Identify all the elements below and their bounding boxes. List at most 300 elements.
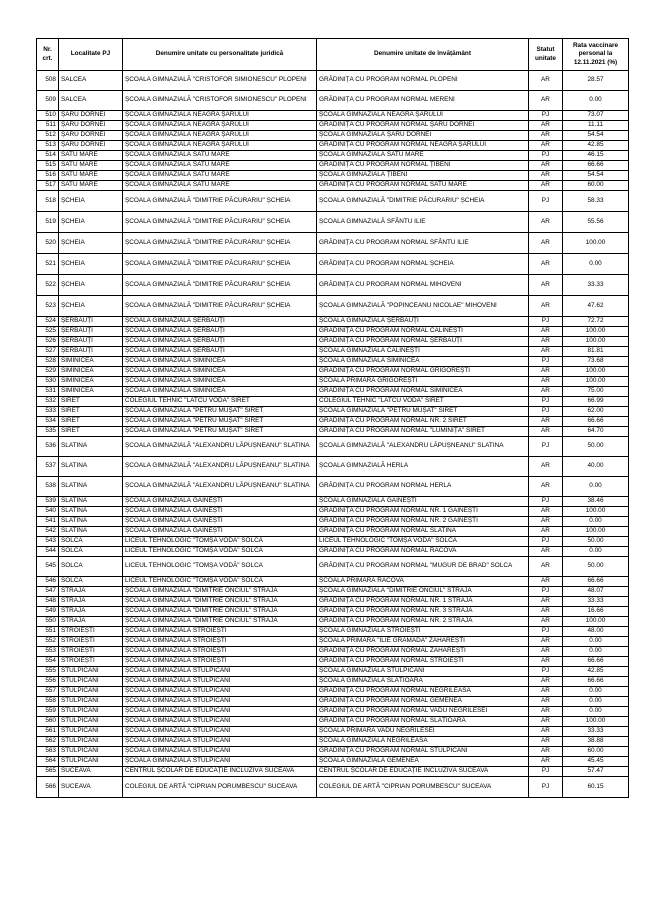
unit-cell: ȘCOALA GIMNAZIALĂ SATU MARE bbox=[317, 151, 529, 161]
legal-entity-cell: COLEGIUL TEHNIC "LATCU VODĂ" SIRET bbox=[123, 397, 317, 407]
locality-cell: SIRET bbox=[59, 407, 123, 417]
rate-cell: 58.33 bbox=[563, 191, 629, 212]
unit-cell: GRĂDINIȚA CU PROGRAM NORMAL SFÂNTU ILIE bbox=[317, 233, 529, 254]
row-number: 548 bbox=[37, 597, 59, 607]
rate-cell: 0.00 bbox=[563, 91, 629, 111]
unit-cell: ȘCOALA GIMNAZIALĂ GĂINEȘTI bbox=[317, 497, 529, 507]
rate-cell: 50.00 bbox=[563, 557, 629, 577]
row-number: 542 bbox=[37, 527, 59, 537]
table-row bbox=[37, 151, 629, 161]
legal-entity-cell: ȘCOALA GIMNAZIALĂ "ALEXANDRU LĂPUȘNEANU" SLATINA bbox=[123, 437, 317, 457]
legal-entity-cell: ȘCOALA GIMNAZIALĂ "CRISTOFOR SIMIONESCU" PLOPENI bbox=[123, 71, 317, 91]
unit-cell: GRĂDINIȚA CU PROGRAM NORMAL NR. 3 STRAJA bbox=[317, 607, 529, 617]
legal-entity-cell: ȘCOALA GIMNAZIALĂ ȘERBĂUȚI bbox=[123, 347, 317, 357]
unit-cell: CENTRUL ȘCOLAR DE EDUCAȚIE INCLUZIVĂ SUCEAVA bbox=[317, 767, 529, 777]
rate-cell: 38.88 bbox=[563, 737, 629, 747]
unit-cell: GRĂDINIȚA CU PROGRAM NORMAL SATU MARE bbox=[317, 181, 529, 191]
locality-cell: ȘCHEIA bbox=[59, 191, 123, 212]
unit-cell: GRĂDINIȚA CU PROGRAM NORMAL NR. 2 STRAJA bbox=[317, 617, 529, 627]
row-number: 528 bbox=[37, 357, 59, 367]
status-cell: AR bbox=[529, 707, 563, 717]
status-cell: PJ bbox=[529, 537, 563, 547]
locality-cell: SLATINA bbox=[59, 497, 123, 507]
legal-entity-cell: ȘCOALA GIMNAZIALĂ NEAGRA ȘARULUI bbox=[123, 121, 317, 131]
status-cell: PJ bbox=[529, 497, 563, 507]
rate-cell: 60.15 bbox=[563, 777, 629, 798]
unit-cell: ȘCOALA GIMNAZIALĂ "PETRU MUȘAT" SIRET bbox=[317, 407, 529, 417]
rate-cell: 100.00 bbox=[563, 377, 629, 387]
legal-entity-cell: ȘCOALA GIMNAZIALĂ "DIMITRIE PĂCURARIU" ȘCHEIA bbox=[123, 296, 317, 317]
row-number: 544 bbox=[37, 547, 59, 557]
rate-cell: 0.00 bbox=[563, 517, 629, 527]
status-cell: AR bbox=[529, 747, 563, 757]
table-row bbox=[37, 607, 629, 617]
rate-cell: 0.00 bbox=[563, 477, 629, 497]
unit-cell: GRĂDINIȚA CU PROGRAM NORMAL NEGRILEASA bbox=[317, 687, 529, 697]
rate-cell: 0.00 bbox=[563, 687, 629, 697]
table-row bbox=[37, 397, 629, 407]
unit-cell: GRĂDINIȚA CU PROGRAM NORMAL HERLA bbox=[317, 477, 529, 497]
status-cell: AR bbox=[529, 637, 563, 647]
locality-cell: STROIEȘTI bbox=[59, 627, 123, 637]
legal-entity-cell: ȘCOALA GIMNAZIALĂ STROIEȘTI bbox=[123, 637, 317, 647]
status-cell: AR bbox=[529, 337, 563, 347]
legal-entity-cell: ȘCOALA GIMNAZIALĂ NEAGRA ȘARULUI bbox=[123, 111, 317, 121]
locality-cell: ȘCHEIA bbox=[59, 296, 123, 317]
row-number: 555 bbox=[37, 667, 59, 677]
locality-cell: SLATINA bbox=[59, 507, 123, 517]
locality-cell: STULPICANI bbox=[59, 727, 123, 737]
status-cell: AR bbox=[529, 737, 563, 747]
locality-cell: STROIEȘTI bbox=[59, 647, 123, 657]
rate-cell: 100.00 bbox=[563, 367, 629, 377]
rate-cell: 72.72 bbox=[563, 317, 629, 327]
legal-entity-cell: LICEUL TEHNOLOGIC "TOMȘA VODĂ" SOLCA bbox=[123, 537, 317, 547]
table-row bbox=[37, 647, 629, 657]
locality-cell: STULPICANI bbox=[59, 717, 123, 727]
table-row bbox=[37, 337, 629, 347]
status-cell: AR bbox=[529, 687, 563, 697]
table-row bbox=[37, 191, 629, 212]
row-number: 566 bbox=[37, 777, 59, 798]
legal-entity-cell: ȘCOALA GIMNAZIALĂ "DIMITRIE PĂCURARIU" ȘCHEIA bbox=[123, 191, 317, 212]
unit-cell: ȘCOALA GIMNAZIALĂ "DIMITRIE PĂCURARIU" ȘCHEIA bbox=[317, 191, 529, 212]
unit-cell: GRĂDINIȚA CU PROGRAM NORMAL SLATINA bbox=[317, 527, 529, 537]
status-cell: AR bbox=[529, 171, 563, 181]
row-number: 514 bbox=[37, 151, 59, 161]
locality-cell: SOLCA bbox=[59, 577, 123, 587]
locality-cell: ȘCHEIA bbox=[59, 275, 123, 296]
legal-entity-cell: ȘCOALA GIMNAZIALĂ SIMINICEA bbox=[123, 357, 317, 367]
legal-entity-cell: ȘCOALA GIMNAZIALĂ "DIMITRIE PĂCURARIU" ȘCHEIA bbox=[123, 212, 317, 233]
table-row bbox=[37, 111, 629, 121]
row-number: 523 bbox=[37, 296, 59, 317]
status-cell: AR bbox=[529, 697, 563, 707]
status-cell: AR bbox=[529, 91, 563, 111]
rate-cell: 100.00 bbox=[563, 527, 629, 537]
table-row bbox=[37, 527, 629, 537]
rate-cell: 50.00 bbox=[563, 537, 629, 547]
status-cell: AR bbox=[529, 607, 563, 617]
rate-cell: 66.99 bbox=[563, 397, 629, 407]
rate-cell: 100.00 bbox=[563, 617, 629, 627]
table-row bbox=[37, 437, 629, 457]
status-cell: AR bbox=[529, 212, 563, 233]
rate-cell: 60.00 bbox=[563, 747, 629, 757]
row-number: 527 bbox=[37, 347, 59, 357]
rate-cell: 45.45 bbox=[563, 757, 629, 767]
unit-cell: GRĂDINIȚA CU PROGRAM NORMAL ȘCHEIA bbox=[317, 254, 529, 275]
status-cell: AR bbox=[529, 527, 563, 537]
locality-cell: ȘERBĂUȚI bbox=[59, 347, 123, 357]
status-cell: AR bbox=[529, 547, 563, 557]
table-row bbox=[37, 427, 629, 437]
status-cell: AR bbox=[529, 367, 563, 377]
row-number: 522 bbox=[37, 275, 59, 296]
locality-cell: STRAJA bbox=[59, 587, 123, 597]
row-number: 553 bbox=[37, 647, 59, 657]
unit-cell: ȘCOALA GIMNAZIALĂ HERLA bbox=[317, 457, 529, 477]
locality-cell: SOLCA bbox=[59, 547, 123, 557]
status-cell: AR bbox=[529, 717, 563, 727]
header-pj: Denumire unitate cu personalitate juridică bbox=[123, 39, 317, 71]
rate-cell: 33.33 bbox=[563, 597, 629, 607]
legal-entity-cell: ȘCOALA GIMNAZIALĂ STULPICANI bbox=[123, 717, 317, 727]
table-row bbox=[37, 417, 629, 427]
locality-cell: SATU MARE bbox=[59, 181, 123, 191]
locality-cell: STRAJA bbox=[59, 617, 123, 627]
row-number: 521 bbox=[37, 254, 59, 275]
locality-cell: ȘARU DORNEI bbox=[59, 131, 123, 141]
legal-entity-cell: ȘCOALA GIMNAZIALĂ "PETRU MUȘAT" SIRET bbox=[123, 427, 317, 437]
table-row bbox=[37, 767, 629, 777]
legal-entity-cell: LICEUL TEHNOLOGIC "TOMȘA VODĂ" SOLCA bbox=[123, 557, 317, 577]
status-cell: AR bbox=[529, 254, 563, 275]
unit-cell: GRĂDINIȚA CU PROGRAM NORMAL SIMINICEA bbox=[317, 387, 529, 397]
rate-cell: 16.66 bbox=[563, 607, 629, 617]
table-row bbox=[37, 757, 629, 767]
locality-cell: SUCEAVA bbox=[59, 767, 123, 777]
unit-cell: GRĂDINIȚA CU PROGRAM NORMAL NEAGRA ȘARULUI bbox=[317, 141, 529, 151]
rate-cell: 100.00 bbox=[563, 717, 629, 727]
unit-cell: GRĂDINIȚA CU PROGRAM NORMAL ȚIBENI bbox=[317, 161, 529, 171]
status-cell: AR bbox=[529, 457, 563, 477]
unit-cell: GRĂDINIȚA CU PROGRAM NORMAL ZAHAREȘTI bbox=[317, 647, 529, 657]
legal-entity-cell: ȘCOALA GIMNAZIALĂ NEAGRA ȘARULUI bbox=[123, 141, 317, 151]
row-number: 560 bbox=[37, 717, 59, 727]
unit-cell: GRĂDINIȚA CU PROGRAM NORMAL NR. 2 SIRET bbox=[317, 417, 529, 427]
row-number: 559 bbox=[37, 707, 59, 717]
unit-cell: ȘCOALA GIMNAZIALĂ SLĂTIOARA bbox=[317, 677, 529, 687]
rate-cell: 66.66 bbox=[563, 657, 629, 667]
status-cell: AR bbox=[529, 557, 563, 577]
rate-cell: 66.66 bbox=[563, 677, 629, 687]
status-cell: AR bbox=[529, 347, 563, 357]
row-number: 533 bbox=[37, 407, 59, 417]
rate-cell: 48.07 bbox=[563, 587, 629, 597]
locality-cell: SOLCA bbox=[59, 537, 123, 547]
row-number: 541 bbox=[37, 517, 59, 527]
table-row bbox=[37, 407, 629, 417]
status-cell: AR bbox=[529, 121, 563, 131]
row-number: 513 bbox=[37, 141, 59, 151]
legal-entity-cell: ȘCOALA GIMNAZIALĂ STULPICANI bbox=[123, 687, 317, 697]
status-cell: AR bbox=[529, 233, 563, 254]
legal-entity-cell: LICEUL TEHNOLOGIC "TOMȘA VODĂ" SOLCA bbox=[123, 577, 317, 587]
row-number: 512 bbox=[37, 131, 59, 141]
legal-entity-cell: ȘCOALA GIMNAZIALĂ "DIMITRIE ONCIUL" STRAJA bbox=[123, 607, 317, 617]
table-row bbox=[37, 687, 629, 697]
rate-cell: 47.62 bbox=[563, 296, 629, 317]
header-row bbox=[37, 39, 629, 71]
table-row bbox=[37, 717, 629, 727]
row-number: 508 bbox=[37, 71, 59, 91]
status-cell: PJ bbox=[529, 777, 563, 798]
legal-entity-cell: ȘCOALA GIMNAZIALĂ ȘERBĂUȚI bbox=[123, 337, 317, 347]
status-cell: AR bbox=[529, 377, 563, 387]
status-cell: AR bbox=[529, 647, 563, 657]
locality-cell: ȘCHEIA bbox=[59, 254, 123, 275]
status-cell: PJ bbox=[529, 407, 563, 417]
table-row bbox=[37, 141, 629, 151]
row-number: 525 bbox=[37, 327, 59, 337]
unit-cell: ȘCOALA GIMNAZIALĂ SIMINICEA bbox=[317, 357, 529, 367]
legal-entity-cell: ȘCOALA GIMNAZIALĂ STROIEȘTI bbox=[123, 627, 317, 637]
locality-cell: STULPICANI bbox=[59, 757, 123, 767]
table-row bbox=[37, 275, 629, 296]
status-cell: AR bbox=[529, 517, 563, 527]
rate-cell: 42.85 bbox=[563, 667, 629, 677]
table-row bbox=[37, 477, 629, 497]
locality-cell: ȘARU DORNEI bbox=[59, 141, 123, 151]
unit-cell: ȘCOALA GIMNAZIALĂ CĂLINEȘTI bbox=[317, 347, 529, 357]
legal-entity-cell: ȘCOALA GIMNAZIALĂ GĂINEȘTI bbox=[123, 517, 317, 527]
status-cell: AR bbox=[529, 597, 563, 607]
table-row bbox=[37, 254, 629, 275]
legal-entity-cell: ȘCOALA GIMNAZIALĂ "CRISTOFOR SIMIONESCU" PLOPENI bbox=[123, 91, 317, 111]
rate-cell: 75.00 bbox=[563, 387, 629, 397]
locality-cell: SLATINA bbox=[59, 477, 123, 497]
unit-cell: ȘCOALA PRIMARĂ GRIGOREȘTI bbox=[317, 377, 529, 387]
status-cell: AR bbox=[529, 727, 563, 737]
unit-cell: ȘCOALA GIMNAZIALĂ ȘERBĂUȚI bbox=[317, 317, 529, 327]
table-row bbox=[37, 697, 629, 707]
status-cell: AR bbox=[529, 296, 563, 317]
status-cell: PJ bbox=[529, 667, 563, 677]
rate-cell: 33.33 bbox=[563, 275, 629, 296]
unit-cell: ȘCOALA GIMNAZIALĂ ȘARU DORNEI bbox=[317, 131, 529, 141]
unit-cell: LICEUL TEHNOLOGIC "TOMȘA VODĂ" SOLCA bbox=[317, 537, 529, 547]
legal-entity-cell: ȘCOALA GIMNAZIALĂ STULPICANI bbox=[123, 707, 317, 717]
row-number: 517 bbox=[37, 181, 59, 191]
status-cell: PJ bbox=[529, 397, 563, 407]
unit-cell: ȘCOALA PRIMARĂ VADU NEGRILESEI bbox=[317, 727, 529, 737]
row-number: 526 bbox=[37, 337, 59, 347]
rate-cell: 54.54 bbox=[563, 131, 629, 141]
unit-cell: GRĂDINIȚA CU PROGRAM NORMAL "MUGUR DE BRAD" SOLCA bbox=[317, 557, 529, 577]
locality-cell: SALCEA bbox=[59, 91, 123, 111]
status-cell: AR bbox=[529, 275, 563, 296]
status-cell: PJ bbox=[529, 587, 563, 597]
locality-cell: SLATINA bbox=[59, 527, 123, 537]
row-number: 536 bbox=[37, 437, 59, 457]
locality-cell: SLATINA bbox=[59, 517, 123, 527]
row-number: 532 bbox=[37, 397, 59, 407]
rate-cell: 33.33 bbox=[563, 727, 629, 737]
table-row bbox=[37, 707, 629, 717]
unit-cell: ȘCOALA GIMNAZIALĂ SFÂNTU ILIE bbox=[317, 212, 529, 233]
row-number: 511 bbox=[37, 121, 59, 131]
table-row bbox=[37, 91, 629, 111]
table-row bbox=[37, 497, 629, 507]
locality-cell: SATU MARE bbox=[59, 161, 123, 171]
status-cell: AR bbox=[529, 181, 563, 191]
table-row bbox=[37, 547, 629, 557]
header-nr: Nr. crt. bbox=[37, 39, 59, 71]
legal-entity-cell: ȘCOALA GIMNAZIALĂ SATU MARE bbox=[123, 151, 317, 161]
locality-cell: STRAJA bbox=[59, 607, 123, 617]
status-cell: PJ bbox=[529, 357, 563, 367]
unit-cell: GRĂDINIȚA CU PROGRAM NORMAL NR. 2 GĂINEȘTI bbox=[317, 517, 529, 527]
rate-cell: 0.00 bbox=[563, 637, 629, 647]
row-number: 549 bbox=[37, 607, 59, 617]
legal-entity-cell: ȘCOALA GIMNAZIALĂ NEAGRA ȘARULUI bbox=[123, 131, 317, 141]
unit-cell: GRĂDINIȚA CU PROGRAM NORMAL CĂLINEȘTI bbox=[317, 327, 529, 337]
locality-cell: ȘERBĂUȚI bbox=[59, 337, 123, 347]
rate-cell: 60.00 bbox=[563, 181, 629, 191]
row-number: 535 bbox=[37, 427, 59, 437]
row-number: 552 bbox=[37, 637, 59, 647]
status-cell: AR bbox=[529, 507, 563, 517]
row-number: 564 bbox=[37, 757, 59, 767]
rate-cell: 48.00 bbox=[563, 627, 629, 637]
header-localitate: Localitate PJ bbox=[59, 39, 123, 71]
row-number: 546 bbox=[37, 577, 59, 587]
status-cell: AR bbox=[529, 141, 563, 151]
legal-entity-cell: ȘCOALA GIMNAZIALĂ STULPICANI bbox=[123, 677, 317, 687]
legal-entity-cell: ȘCOALA GIMNAZIALĂ GĂINEȘTI bbox=[123, 507, 317, 517]
legal-entity-cell: ȘCOALA GIMNAZIALĂ "PETRU MUȘAT" SIRET bbox=[123, 417, 317, 427]
rate-cell: 28.57 bbox=[563, 71, 629, 91]
status-cell: AR bbox=[529, 387, 563, 397]
unit-cell: GRĂDINIȚA CU PROGRAM NORMAL PLOPENI bbox=[317, 71, 529, 91]
table-row bbox=[37, 457, 629, 477]
legal-entity-cell: ȘCOALA GIMNAZIALĂ SIMINICEA bbox=[123, 377, 317, 387]
locality-cell: SIMINICEA bbox=[59, 367, 123, 377]
row-number: 518 bbox=[37, 191, 59, 212]
unit-cell: ȘCOALA GIMNAZIALĂ NEGRILEASA bbox=[317, 737, 529, 747]
legal-entity-cell: ȘCOALA GIMNAZIALĂ SATU MARE bbox=[123, 171, 317, 181]
vaccination-table bbox=[36, 38, 629, 798]
table-row bbox=[37, 727, 629, 737]
rate-cell: 64.70 bbox=[563, 427, 629, 437]
table-row bbox=[37, 121, 629, 131]
unit-cell: GRĂDINIȚA CU PROGRAM NORMAL NR. 1 GĂINEȘTI bbox=[317, 507, 529, 517]
table-row bbox=[37, 597, 629, 607]
rate-cell: 73.07 bbox=[563, 111, 629, 121]
legal-entity-cell: ȘCOALA GIMNAZIALĂ STROIEȘTI bbox=[123, 657, 317, 667]
table-row bbox=[37, 357, 629, 367]
status-cell: PJ bbox=[529, 437, 563, 457]
unit-cell: GRĂDINIȚA CU PROGRAM NORMAL MERENI bbox=[317, 91, 529, 111]
rate-cell: 38.46 bbox=[563, 497, 629, 507]
table-row bbox=[37, 587, 629, 597]
table-row bbox=[37, 387, 629, 397]
row-number: 556 bbox=[37, 677, 59, 687]
table-row bbox=[37, 677, 629, 687]
legal-entity-cell: ȘCOALA GIMNAZIALĂ SIMINICEA bbox=[123, 387, 317, 397]
table-row bbox=[37, 327, 629, 337]
table-row bbox=[37, 557, 629, 577]
unit-cell: ȘCOALA GIMNAZIALĂ ȚIBENI bbox=[317, 171, 529, 181]
row-number: 510 bbox=[37, 111, 59, 121]
table-row bbox=[37, 161, 629, 171]
legal-entity-cell: ȘCOALA GIMNAZIALĂ "DIMITRIE PĂCURARIU" ȘCHEIA bbox=[123, 233, 317, 254]
locality-cell: ȘARU DORNEI bbox=[59, 121, 123, 131]
row-number: 520 bbox=[37, 233, 59, 254]
rate-cell: 66.66 bbox=[563, 417, 629, 427]
legal-entity-cell: ȘCOALA GIMNAZIALĂ SATU MARE bbox=[123, 161, 317, 171]
rate-cell: 46.15 bbox=[563, 151, 629, 161]
rate-cell: 57.47 bbox=[563, 767, 629, 777]
rate-cell: 42.85 bbox=[563, 141, 629, 151]
status-cell: PJ bbox=[529, 317, 563, 327]
row-number: 540 bbox=[37, 507, 59, 517]
row-number: 545 bbox=[37, 557, 59, 577]
locality-cell: SUCEAVA bbox=[59, 777, 123, 798]
row-number: 558 bbox=[37, 697, 59, 707]
unit-cell: GRĂDINIȚA CU PROGRAM NORMAL "LUMINIȚA" SIRET bbox=[317, 427, 529, 437]
unit-cell: ȘCOALA GIMNAZIALĂ "POPINCEANU NICOLAE" MIHOVENI bbox=[317, 296, 529, 317]
locality-cell: SIMINICEA bbox=[59, 387, 123, 397]
header-unitate: Denumire unitate de învățământ bbox=[317, 39, 529, 71]
table-row bbox=[37, 171, 629, 181]
table-row bbox=[37, 667, 629, 677]
row-number: 538 bbox=[37, 477, 59, 497]
unit-cell: ȘCOALA PRIMARĂ "ILIE GRĂMADĂ" ZAHAREȘTI bbox=[317, 637, 529, 647]
status-cell: AR bbox=[529, 327, 563, 337]
unit-cell: ȘCOALA GIMNAZIALĂ "ALEXANDRU LĂPUȘNEANU" SLATINA bbox=[317, 437, 529, 457]
rate-cell: 100.00 bbox=[563, 337, 629, 347]
row-number: 547 bbox=[37, 587, 59, 597]
unit-cell: GRĂDINIȚA CU PROGRAM NORMAL ȘERBĂUȚI bbox=[317, 337, 529, 347]
table-row bbox=[37, 317, 629, 327]
status-cell: AR bbox=[529, 657, 563, 667]
rate-cell: 66.66 bbox=[563, 577, 629, 587]
locality-cell: STULPICANI bbox=[59, 677, 123, 687]
locality-cell: STROIEȘTI bbox=[59, 637, 123, 647]
row-number: 515 bbox=[37, 161, 59, 171]
locality-cell: SATU MARE bbox=[59, 151, 123, 161]
rate-cell: 100.00 bbox=[563, 233, 629, 254]
rate-cell: 100.00 bbox=[563, 327, 629, 337]
legal-entity-cell: ȘCOALA GIMNAZIALĂ "DIMITRIE PĂCURARIU" ȘCHEIA bbox=[123, 275, 317, 296]
locality-cell: STULPICANI bbox=[59, 737, 123, 747]
rate-cell: 0.00 bbox=[563, 254, 629, 275]
locality-cell: STROIEȘTI bbox=[59, 657, 123, 667]
rate-cell: 11.11 bbox=[563, 121, 629, 131]
status-cell: AR bbox=[529, 757, 563, 767]
legal-entity-cell: ȘCOALA GIMNAZIALĂ "DIMITRIE ONCIUL" STRAJA bbox=[123, 617, 317, 627]
status-cell: AR bbox=[529, 427, 563, 437]
unit-cell: GRĂDINIȚA CU PROGRAM NORMAL NR. 1 STRAJA bbox=[317, 597, 529, 607]
rate-cell: 0.00 bbox=[563, 647, 629, 657]
table-row bbox=[37, 627, 629, 637]
legal-entity-cell: ȘCOALA GIMNAZIALĂ STULPICANI bbox=[123, 747, 317, 757]
locality-cell: ȘCHEIA bbox=[59, 212, 123, 233]
rate-cell: 50.00 bbox=[563, 437, 629, 457]
legal-entity-cell: ȘCOALA GIMNAZIALĂ "DIMITRIE ONCIUL" STRAJA bbox=[123, 597, 317, 607]
